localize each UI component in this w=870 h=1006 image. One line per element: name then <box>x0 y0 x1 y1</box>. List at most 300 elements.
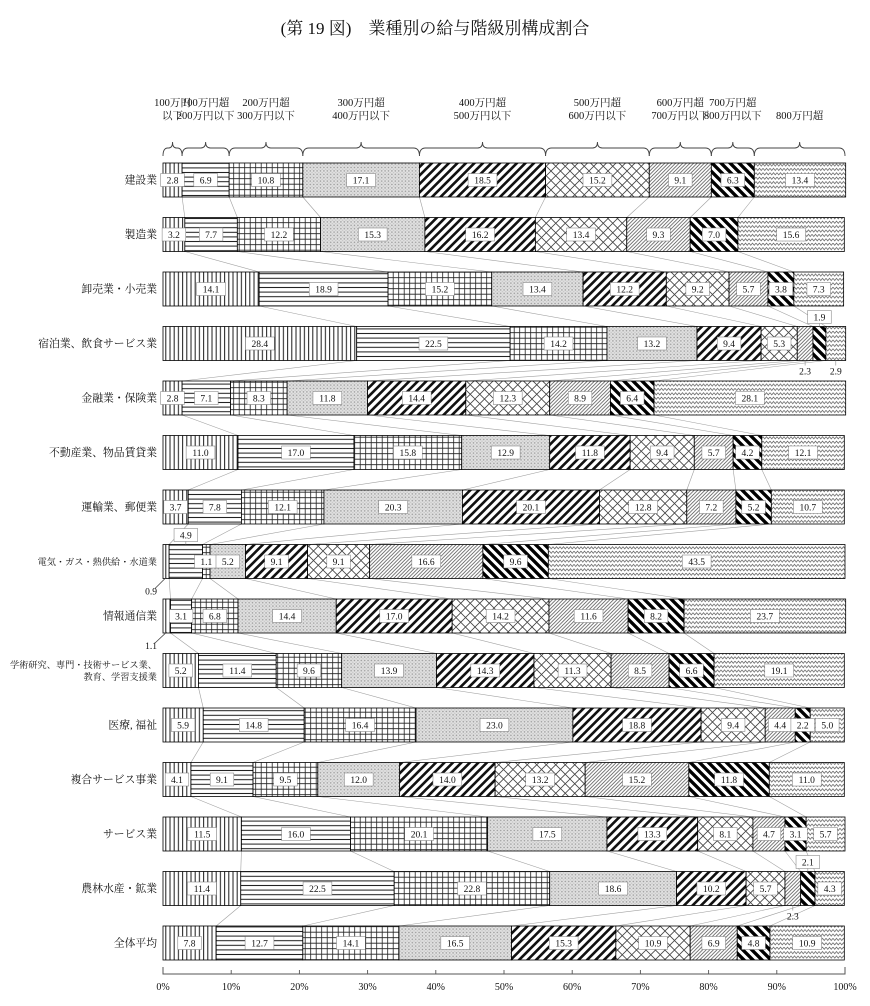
industry-row <box>38 529 845 598</box>
row-label: 全体平均 <box>113 937 157 950</box>
connector-line <box>171 633 199 654</box>
connector-line <box>169 579 170 600</box>
value-label: 11.4 <box>229 667 246 677</box>
header-brace <box>163 142 182 156</box>
connector-line <box>287 415 462 436</box>
connector-line <box>191 797 241 818</box>
axis-tick-label: 90% <box>767 982 786 993</box>
industry-row <box>125 163 846 197</box>
bar-segment <box>826 327 846 361</box>
connector-line <box>466 361 761 382</box>
callout-label: 2.3 <box>799 367 812 378</box>
value-label: 1.1 <box>200 558 213 568</box>
connector-line <box>534 688 701 709</box>
value-label: 7.8 <box>183 939 196 950</box>
value-label: 12.1 <box>794 449 812 459</box>
value-label: 19.1 <box>770 667 788 677</box>
callout-label: 2.3 <box>786 912 799 923</box>
axis-tick-label: 60% <box>563 982 582 993</box>
value-label: 16.5 <box>446 939 464 950</box>
connector-line <box>216 906 241 927</box>
value-label: 5.7 <box>707 449 720 459</box>
connector-line <box>550 361 798 382</box>
row-label: 情報通信業 <box>103 610 157 623</box>
row-label: サービス業 <box>103 828 157 841</box>
value-label: 11.8 <box>720 776 738 786</box>
value-label: 22.5 <box>425 340 442 350</box>
callout-label: 2.1 <box>801 858 814 869</box>
value-label: 8.9 <box>574 394 586 405</box>
bar-segment <box>785 872 801 906</box>
connector-line <box>607 851 677 872</box>
value-label: 5.9 <box>177 721 190 732</box>
value-label: 10.9 <box>644 939 662 950</box>
connector-line <box>308 579 453 600</box>
row-label: 医療, 福祉 <box>108 719 157 732</box>
connector-line <box>690 906 785 927</box>
connector-line <box>753 851 785 872</box>
value-label: 13.3 <box>644 830 661 841</box>
value-label: 9.4 <box>727 721 740 732</box>
value-label: 14.4 <box>408 394 426 405</box>
value-label: 14.1 <box>202 285 220 296</box>
value-label: 5.7 <box>742 285 755 296</box>
connector-line <box>246 579 337 600</box>
connector-line <box>698 851 746 872</box>
bracket-label: 700万円以下 <box>651 111 710 122</box>
value-label: 13.2 <box>643 340 661 350</box>
connector-line <box>342 688 416 709</box>
connector-line <box>276 688 304 709</box>
industry-row <box>49 436 844 470</box>
header-brace <box>303 142 420 156</box>
axis-tick-label: 0% <box>156 982 170 993</box>
bracket-label: 500万円以下 <box>453 111 512 122</box>
value-label: 28.4 <box>251 340 269 350</box>
value-label: 16.4 <box>351 721 369 732</box>
connector-line <box>238 633 342 654</box>
connector-line <box>241 851 242 872</box>
value-label: 5.2 <box>221 558 234 568</box>
value-label: 15.2 <box>431 285 449 296</box>
row-label: 不動産業、物品賃貸業 <box>49 447 157 459</box>
value-label: 8.1 <box>719 830 732 841</box>
value-label: 15.2 <box>628 776 646 786</box>
value-label: 5.2 <box>174 667 187 677</box>
value-label: 14.2 <box>492 612 509 623</box>
value-label: 4.1 <box>171 776 183 786</box>
value-label: 8.2 <box>650 612 663 623</box>
bracket-label: 300万円以下 <box>237 111 295 122</box>
value-label: 3.1 <box>789 830 802 841</box>
connector-line <box>714 688 810 709</box>
connector-line <box>203 524 242 545</box>
bracket-label: 800万円以下 <box>703 111 762 122</box>
connector-line <box>729 306 797 327</box>
value-label: 4.8 <box>747 939 760 950</box>
value-label: 2.8 <box>166 394 179 405</box>
connector-line <box>549 633 611 654</box>
value-label: 7.2 <box>705 503 718 514</box>
value-label: 12.1 <box>274 503 292 514</box>
value-label: 9.4 <box>723 340 735 350</box>
value-label: 13.9 <box>380 667 398 677</box>
bracket-label: 700万円超 <box>709 98 757 109</box>
header-brace <box>649 142 711 156</box>
axis-tick-label: 30% <box>358 982 377 993</box>
connector-line <box>548 524 771 545</box>
value-label: 6.9 <box>199 176 212 187</box>
callout-label: 2.9 <box>829 367 842 378</box>
value-label: 11.6 <box>580 612 597 623</box>
industry-row <box>10 654 844 688</box>
connector-line <box>512 906 677 927</box>
row-label: 学術研究、専門・技術サービス業、 <box>10 660 157 670</box>
value-label: 10.9 <box>798 939 816 950</box>
connector-line <box>689 797 785 818</box>
connector-line <box>318 797 488 818</box>
value-label: 14.1 <box>342 939 360 950</box>
value-label: 9.2 <box>691 285 704 296</box>
connector-line <box>452 633 534 654</box>
connector-line <box>318 742 416 763</box>
connector-line <box>210 579 238 600</box>
callout-label: 1.1 <box>145 642 157 652</box>
connector-line <box>684 633 714 654</box>
value-label: 43.5 <box>688 558 705 568</box>
connector-line <box>483 579 628 600</box>
value-label: 4.3 <box>823 885 836 895</box>
connector-line <box>198 688 203 709</box>
bracket-label: 200万円以下 <box>176 111 235 122</box>
value-label: 13.2 <box>531 776 549 786</box>
value-label: 18.8 <box>628 721 646 732</box>
value-label: 18.6 <box>604 885 622 895</box>
value-label: 9.1 <box>674 176 687 187</box>
bracket-label: 600万円超 <box>656 98 704 109</box>
value-label: 9.6 <box>303 667 315 677</box>
value-label: 12.9 <box>497 449 515 459</box>
row-label: 卸売業・小売業 <box>81 283 157 296</box>
connector-line <box>192 633 277 654</box>
industry-row <box>81 381 845 415</box>
value-label: 12.2 <box>616 285 634 296</box>
connector-line <box>336 633 436 654</box>
value-label: 3.7 <box>169 503 182 514</box>
value-label: 20.3 <box>384 503 402 514</box>
connector-line <box>303 906 394 927</box>
header-brace <box>546 142 650 156</box>
connector-line <box>370 579 549 600</box>
industry-row <box>38 311 845 378</box>
value-label: 17.1 <box>352 176 370 187</box>
value-label: 23.0 <box>486 721 503 732</box>
value-label: 3.1 <box>175 612 188 623</box>
industry-row <box>71 763 845 797</box>
row-label: 建設業 <box>124 174 157 187</box>
value-label: 17.5 <box>538 830 556 841</box>
bracket-label: 100万円 <box>154 98 191 109</box>
value-label: 6.8 <box>208 612 221 623</box>
value-label: 6.6 <box>685 667 698 677</box>
connector-line <box>188 470 238 491</box>
value-label: 14.3 <box>476 667 494 677</box>
connector-line <box>192 579 203 600</box>
connector-line <box>548 579 684 600</box>
value-label: 7.1 <box>200 394 213 405</box>
value-label: 3.8 <box>774 285 787 296</box>
connector-line <box>616 906 746 927</box>
value-label: 7.3 <box>812 285 825 296</box>
value-label: 13.4 <box>791 176 809 187</box>
bar-segment <box>797 327 813 361</box>
connector-line <box>253 742 304 763</box>
connector-line <box>599 470 630 491</box>
connector-line <box>237 252 388 273</box>
value-label: 4.4 <box>774 721 787 732</box>
axis-tick-label: 80% <box>699 982 718 993</box>
value-label: 20.1 <box>522 503 540 514</box>
row-label: 教育、学習支援業 <box>83 672 157 682</box>
connector-line <box>321 252 492 273</box>
connector-line <box>231 361 511 382</box>
header-brace <box>754 142 845 156</box>
bar-segment <box>813 327 826 361</box>
bracket-label: 300万円超 <box>337 98 385 109</box>
value-label: 9.5 <box>279 776 292 786</box>
row-label: 宿泊業、飲食サービス業 <box>38 338 157 350</box>
connector-line <box>231 415 354 436</box>
connector-line <box>687 470 695 491</box>
value-label: 6.9 <box>707 939 720 950</box>
value-label: 12.2 <box>270 231 288 241</box>
value-label: 5.7 <box>759 885 772 895</box>
connector-line <box>738 252 794 273</box>
connector-line <box>287 361 607 382</box>
value-label: 17.0 <box>385 612 403 623</box>
bracket-label: 以下 <box>162 111 184 122</box>
connector-line <box>762 470 772 491</box>
value-label: 10.8 <box>257 176 275 187</box>
value-label: 15.3 <box>364 231 382 241</box>
value-label: 3.2 <box>167 231 180 241</box>
callout-label: 4.9 <box>179 531 192 542</box>
value-label: 18.9 <box>315 285 332 296</box>
bracket-label: 200万円超 <box>242 98 290 109</box>
connector-line <box>768 306 813 327</box>
row-label: 運輸業、郵便業 <box>81 501 157 514</box>
connector-line <box>388 306 510 327</box>
connector-line <box>769 797 806 818</box>
value-label: 16.2 <box>471 231 489 241</box>
bracket-label: 800万円超 <box>776 111 824 122</box>
value-label: 4.2 <box>741 449 754 459</box>
value-label: 9.1 <box>270 558 283 568</box>
connector-line <box>259 306 357 327</box>
value-label: 15.6 <box>782 231 800 241</box>
value-label: 10.7 <box>799 503 817 514</box>
connector-line <box>182 197 185 218</box>
value-label: 9.1 <box>216 776 228 786</box>
value-label: 9.1 <box>332 558 345 568</box>
value-label: 22.5 <box>309 885 326 895</box>
connector-line <box>627 252 729 273</box>
value-label: 11.8 <box>319 394 336 405</box>
connector-line <box>303 197 321 218</box>
header-brace <box>419 142 545 156</box>
value-label: 28.1 <box>741 394 759 405</box>
bar-rows <box>10 163 846 960</box>
row-label: 製造業 <box>124 229 157 241</box>
value-label: 22.8 <box>463 885 481 895</box>
connector-line <box>229 197 237 218</box>
industry-row <box>81 856 844 923</box>
connector-line <box>370 524 687 545</box>
connector-line <box>627 197 650 218</box>
value-label: 8.3 <box>252 394 265 405</box>
row-label: 農林水産・鉱業 <box>81 883 157 895</box>
value-label: 11.8 <box>581 449 599 459</box>
bracket-label: 600万円以下 <box>568 111 627 122</box>
value-label: 11.0 <box>192 449 209 459</box>
row-label: 電気・ガス・熱供給・水道業 <box>37 557 157 567</box>
connector-line <box>419 197 424 218</box>
connector-line <box>483 524 736 545</box>
value-label: 14.4 <box>278 612 296 623</box>
value-label: 12.3 <box>499 394 517 405</box>
industry-row <box>81 272 843 306</box>
value-label: 9.3 <box>652 231 665 241</box>
value-label: 5.2 <box>747 503 760 514</box>
value-label: 13.4 <box>572 231 590 241</box>
value-label: 17.0 <box>287 449 305 459</box>
connector-line <box>628 633 669 654</box>
value-label: 10.2 <box>703 885 720 895</box>
connector-line <box>462 470 549 491</box>
connector-line <box>689 742 795 763</box>
connector-line <box>191 742 203 763</box>
axis-tick-label: 10% <box>222 982 241 993</box>
value-label: 4.7 <box>763 830 775 841</box>
connector-line <box>738 197 754 218</box>
value-label: 11.5 <box>194 830 211 841</box>
value-label: 12.0 <box>350 776 368 786</box>
connector-line <box>492 306 607 327</box>
value-label: 16.0 <box>287 830 305 841</box>
value-label: 9.6 <box>509 558 522 568</box>
connector-line <box>182 415 238 436</box>
bracket-label: 400万円超 <box>458 98 507 109</box>
value-label: 7.7 <box>205 231 218 241</box>
value-label: 12.7 <box>251 939 268 950</box>
value-label: 15.3 <box>555 939 572 950</box>
value-label: 23.7 <box>756 612 774 623</box>
value-label: 11.3 <box>564 667 581 677</box>
value-label: 9.4 <box>656 449 669 459</box>
connector-line <box>690 252 768 273</box>
value-label: 2.8 <box>166 176 179 187</box>
connector-line <box>253 797 351 818</box>
row-label: 金融業・保険業 <box>81 392 157 405</box>
axis-tick-label: 50% <box>494 982 514 993</box>
connector-line <box>425 252 583 273</box>
connector-line <box>185 252 259 273</box>
bracket-label: 500万円超 <box>573 98 622 109</box>
header-brace <box>229 142 303 156</box>
connector-line <box>351 851 395 872</box>
axis-tick-label: 20% <box>290 982 309 993</box>
value-label: 11.4 <box>193 885 211 895</box>
value-label: 12.8 <box>634 503 652 514</box>
axis-tick-label: 70% <box>631 982 650 993</box>
value-label: 16.6 <box>417 558 435 568</box>
connector-line <box>400 742 573 763</box>
bracket-label: 400万円以下 <box>332 111 390 122</box>
value-label: 11.0 <box>798 776 815 786</box>
bar-segment <box>163 545 169 579</box>
value-label: 14.0 <box>439 776 456 786</box>
value-label: 13.4 <box>529 285 546 296</box>
connector-line <box>399 906 550 927</box>
value-label: 5.3 <box>773 340 786 350</box>
connector-line <box>368 415 550 436</box>
connector-line <box>400 797 607 818</box>
industry-row <box>125 218 845 252</box>
value-label: 5.7 <box>819 830 832 841</box>
connector-line <box>241 470 354 491</box>
x-axis <box>156 967 856 993</box>
industry-row <box>114 926 845 960</box>
bar-segment <box>801 872 815 906</box>
value-label: 5.0 <box>821 721 834 732</box>
callout-label: 1.9 <box>813 313 826 324</box>
header-brace <box>182 142 229 156</box>
value-label: 7.0 <box>708 231 720 241</box>
axis-tick-label: 100% <box>833 982 857 993</box>
connector-line <box>535 252 666 273</box>
connector-line <box>690 197 711 218</box>
value-label: 20.1 <box>410 830 428 841</box>
connector-line <box>585 742 765 763</box>
callout-label: 0.9 <box>145 587 157 598</box>
axis-tick-label: 40% <box>426 982 445 993</box>
value-label: 14.2 <box>550 340 567 350</box>
value-label: 7.8 <box>208 503 221 514</box>
bracket-label: 100万円超 <box>182 98 230 109</box>
industry-row <box>103 599 846 652</box>
industry-row <box>108 708 844 742</box>
connector-line <box>466 415 630 436</box>
connector-line <box>535 197 545 218</box>
connector-line <box>324 470 462 491</box>
connector-line <box>495 742 701 763</box>
row-label: 複合サービス事業 <box>70 774 157 786</box>
chart-title: (第 19 図) 業種別の給与階級別構成割合 <box>280 19 590 38</box>
industry-row <box>103 817 845 851</box>
connector-line <box>488 851 550 872</box>
value-label: 6.3 <box>726 176 739 187</box>
connector-line <box>210 524 324 545</box>
connector-line <box>769 742 810 763</box>
bracket-header <box>154 96 845 156</box>
value-label: 2.2 <box>796 721 809 732</box>
value-label: 15.2 <box>589 176 606 187</box>
value-label: 8.5 <box>634 667 646 677</box>
connector-line <box>733 470 736 491</box>
connector-line <box>610 361 813 382</box>
header-brace <box>711 142 754 156</box>
value-label: 18.5 <box>474 176 491 187</box>
